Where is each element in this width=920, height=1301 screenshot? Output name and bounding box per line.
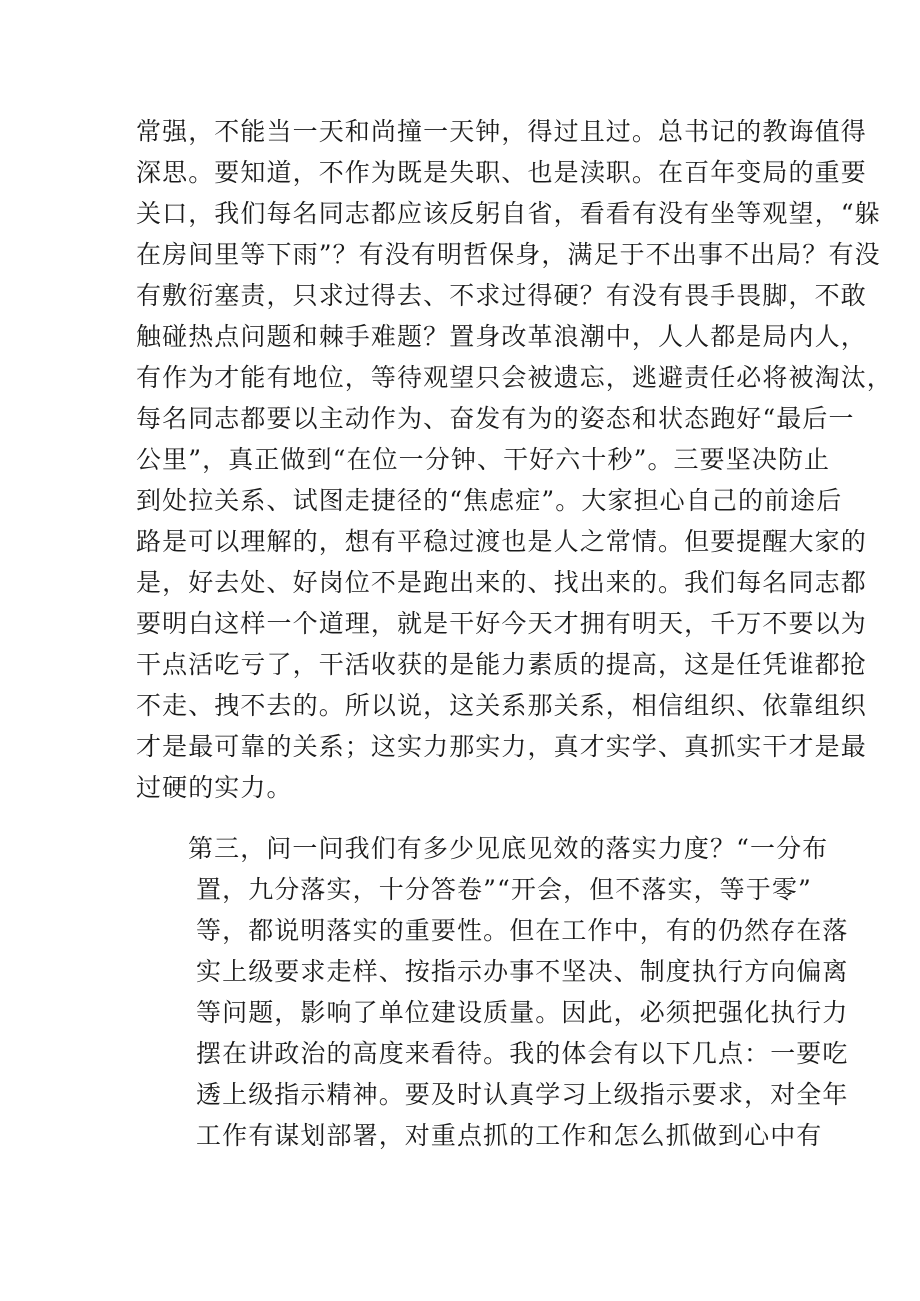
paragraph-1-line: 干点活吃亏了，干活收获的是能力素质的提高，这是任凭谁都抢 (136, 650, 867, 679)
paragraph-2-line: 实上级要求走样、按指示办事不坚决、制度执行方向偏离 (196, 957, 849, 986)
paragraph-1-line: 才是最可靠的关系；这实力那实力，真才实学、真抓实干才是最 (136, 732, 867, 761)
paragraph-1-line: 要明白这样一个道理，就是干好今天才拥有明天，千万不要以为 (136, 609, 867, 638)
paragraph-2-line: 工作有谋划部署，对重点抓的工作和怎么抓做到心中有 (196, 1121, 823, 1150)
paragraph-2-line: 等问题，影响了单位建设质量。因此，必须把强化执行力 (196, 998, 849, 1027)
paragraph-1-line: 每名同志都要以主动作为、奋发有为的姿态和状态跑好“最后一 (136, 404, 855, 433)
paragraph-2-line: 置，九分落实，十分答卷”“开会，但不落实，等于零” (196, 875, 812, 904)
paragraph-1-line: 关口，我们每名同志都应该反躬自省，看看有没有坐等观望，“躲 (136, 199, 881, 228)
paragraph-1-line: 在房间里等下雨”？有没有明哲保身，满足于不出事不出局？有没 (136, 240, 881, 269)
paragraph-1-line: 不走、拽不去的。所以说，这关系那关系，相信组织、依靠组织 (136, 691, 867, 720)
paragraph-1-line: 公里”，真正做到“在位一分钟、干好六十秒”。三要坚决防止 (136, 445, 831, 474)
paragraph-2-first-line: 第三，问一问我们有多少见底见效的落实力度？“一分布 (188, 834, 829, 863)
paragraph-2-line: 摆在讲政治的高度来看待。我的体会有以下几点：一要吃 (196, 1039, 849, 1068)
paragraph-1-line: 常强，不能当一天和尚撞一天钟，得过且过。总书记的教诲值得 (136, 117, 867, 146)
paragraph-2-line: 等，都说明落实的重要性。但在工作中，有的仍然存在落 (196, 916, 849, 945)
paragraph-1-line: 到处拉关系、试图走捷径的“焦虑症”。大家担心自己的前途后 (136, 486, 843, 515)
paragraph-1-line: 深思。要知道，不作为既是失职、也是渎职。在百年变局的重要 (136, 158, 867, 187)
paragraph-1-line: 有作为才能有地位，等待观望只会被遗忘，逃避责任必将被淘汰， (136, 363, 893, 392)
paragraph-1-line: 是，好去处、好岗位不是跑出来的、找出来的。我们每名同志都 (136, 568, 867, 597)
paragraph-1-line: 过硬的实力。 (136, 773, 293, 802)
paragraph-2-line: 透上级指示精神。要及时认真学习上级指示要求，对全年 (196, 1080, 849, 1109)
paragraph-1-line: 触碰热点问题和棘手难题？置身改革浪潮中，人人都是局内人， (136, 322, 867, 351)
paragraph-1-line: 路是可以理解的，想有平稳过渡也是人之常情。但要提醒大家的 (136, 527, 867, 556)
paragraph-1-line: 有敷衍塞责，只求过得去、不求过得硬？有没有畏手畏脚，不敢 (136, 281, 867, 310)
